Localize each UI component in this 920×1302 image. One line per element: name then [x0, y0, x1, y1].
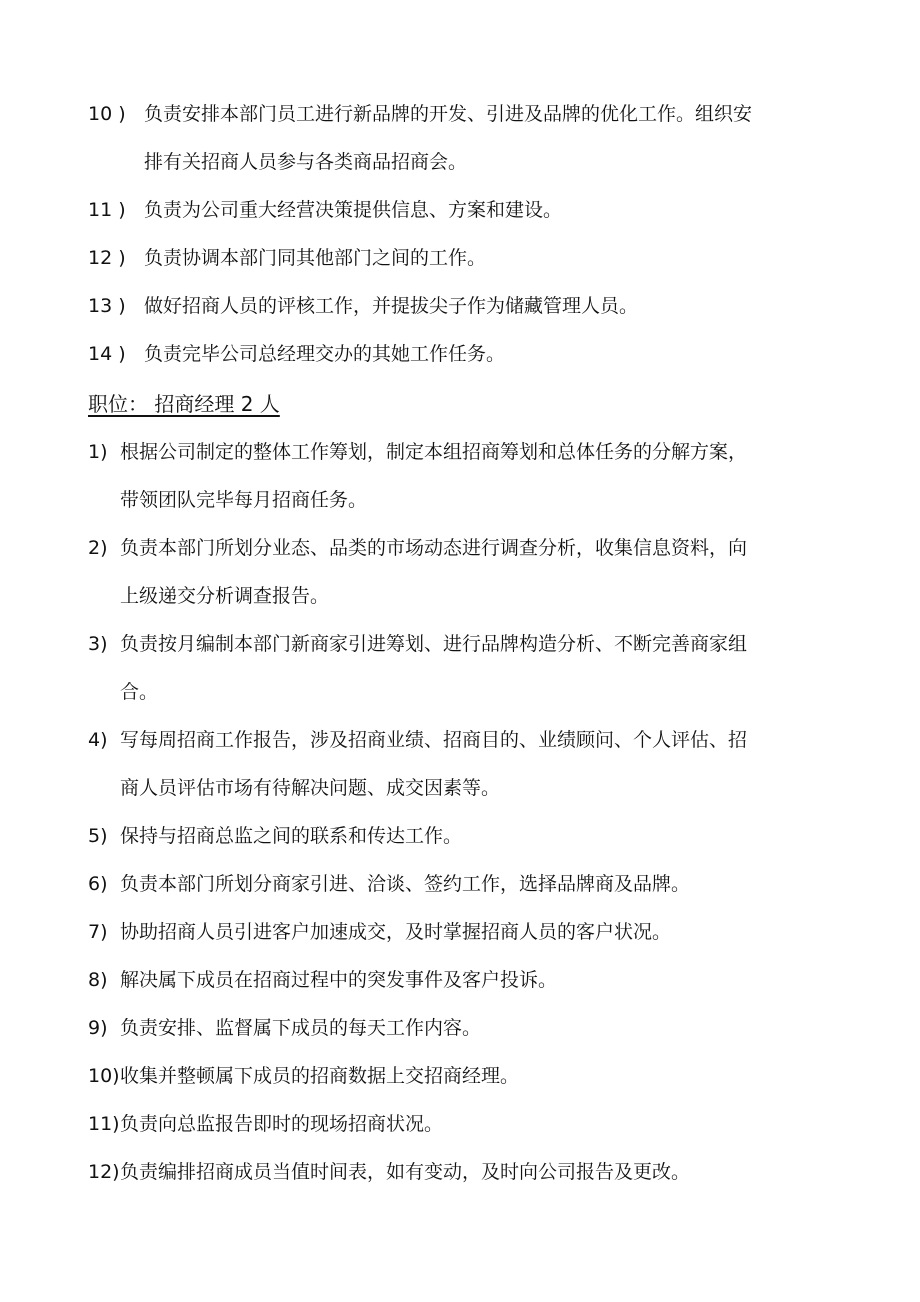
item-number: 12)	[88, 1161, 120, 1183]
item-text-line: 排有关招商人员参与各类商品招商会。	[144, 151, 468, 173]
item-text-line: 商人员评估市场有待解决问题、成交因素等。	[120, 777, 501, 799]
item-number: 1)	[88, 441, 108, 463]
item-text-line: 负责向总监报告即时的现场招商状况。	[120, 1113, 444, 1135]
item-text-line: 解决属下成员在招商过程中的突发事件及客户投诉。	[120, 969, 558, 991]
item-number: 14 )	[88, 343, 126, 365]
item-number: 10)	[88, 1065, 120, 1087]
item-number: 12 )	[88, 247, 126, 269]
item-text-line: 协助招商人员引进客户加速成交，及时掌握招商人员的客户状况。	[120, 921, 672, 943]
item-text-line: 上级递交分析调查报告。	[120, 585, 330, 607]
item-text-line: 合。	[120, 681, 159, 703]
item-text-line: 负责本部门所划分商家引进、洽谈、签约工作，选择品牌商及品牌。	[120, 873, 691, 895]
item-number: 2)	[88, 537, 108, 559]
item-text-line: 负责按月编制本部门新商家引进筹划、进行品牌构造分析、不断完善商家组	[120, 633, 748, 655]
item-text-line: 带领团队完毕每月招商任务。	[120, 489, 368, 511]
item-text-line: 负责完毕公司总经理交办的其她工作任务。	[144, 343, 506, 365]
item-text-line: 负责安排本部门员工进行新品牌的开发、引进及品牌的优化工作。组织安	[144, 103, 753, 125]
item-text-line: 保持与招商总监之间的联系和传达工作。	[120, 825, 463, 847]
item-number: 11)	[88, 1113, 120, 1135]
position-heading: 职位： 招商经理 2 人	[88, 392, 280, 416]
item-number: 7)	[88, 921, 108, 943]
item-text-line: 写每周招商工作报告，涉及招商业绩、招商目的、业绩顾问、个人评估、招	[120, 729, 748, 751]
item-text-line: 负责本部门所划分业态、品类的市场动态进行调查分析，收集信息资料，向	[120, 537, 748, 559]
item-number: 3)	[88, 633, 108, 655]
item-text-line: 负责为公司重大经营决策提供信息、方案和建设。	[144, 199, 563, 221]
item-text-line: 根据公司制定的整体工作筹划，制定本组招商筹划和总体任务的分解方案，	[120, 441, 748, 463]
item-number: 6)	[88, 873, 108, 895]
item-number: 8)	[88, 969, 108, 991]
item-text-line: 负责安排、监督属下成员的每天工作内容。	[120, 1017, 482, 1039]
item-number: 10 )	[88, 103, 126, 125]
item-text-line: 收集并整顿属下成员的招商数据上交招商经理。	[120, 1065, 520, 1087]
item-number: 11 )	[88, 199, 126, 221]
item-number: 4)	[88, 729, 108, 751]
item-number: 9)	[88, 1017, 108, 1039]
item-text-line: 做好招商人员的评核工作，并提拔尖子作为储藏管理人员。	[144, 295, 639, 317]
item-number: 5)	[88, 825, 108, 847]
item-text-line: 负责编排招商成员当值时间表，如有变动，及时向公司报告及更改。	[120, 1161, 691, 1183]
item-number: 13 )	[88, 295, 126, 317]
item-text-line: 负责协调本部门同其他部门之间的工作。	[144, 247, 487, 269]
